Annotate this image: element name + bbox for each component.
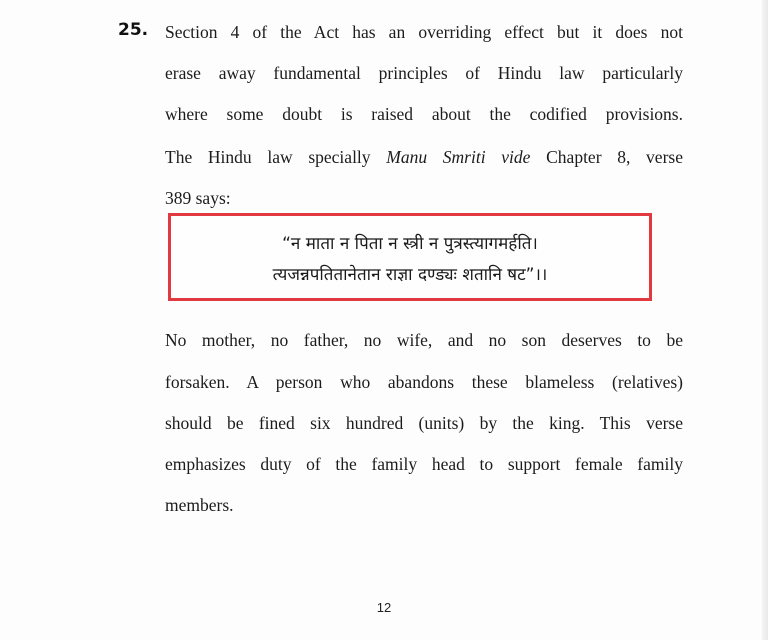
sanskrit-verse-box xyxy=(168,213,652,301)
paragraph-text: The Hindu law specially xyxy=(165,147,387,167)
paragraph-line: Section 4 of the Act has an overriding effect but it does not xyxy=(165,22,683,42)
translation-line: forsaken. A person who abandons these blameless (relatives) xyxy=(165,372,683,392)
scripture-reference: Manu Smriti vide xyxy=(386,147,531,167)
paragraph-line xyxy=(165,145,683,169)
verse-line: “न माता न पिता न स्त्री न पुत्रस्त्यागमर्हति। xyxy=(282,234,538,254)
paragraph-line: where some doubt is raised about the codified provisions. xyxy=(165,104,683,124)
page-edge xyxy=(762,0,768,640)
paragraph-line: erase away fundamental principles of Hindu law particularly xyxy=(165,63,683,83)
paragraph-text: Chapter 8, verse xyxy=(530,147,683,167)
paragraph-number: 25. xyxy=(118,20,149,40)
verse-line: त्यजन्नपतितानेतान राज्ञा दण्ड्यः शतानि षट”।। xyxy=(272,265,548,285)
page-number: 12 xyxy=(376,600,392,615)
translation-line: No mother, no father, no wife, and no son deserves to be xyxy=(165,330,683,350)
paragraph-line: 389 says: xyxy=(165,188,231,208)
translation-line: members. xyxy=(165,495,234,515)
translation-line: should be fined six hundred (units) by the king. This verse xyxy=(165,413,683,433)
translation-line: emphasizes duty of the family head to support female family xyxy=(165,454,683,474)
